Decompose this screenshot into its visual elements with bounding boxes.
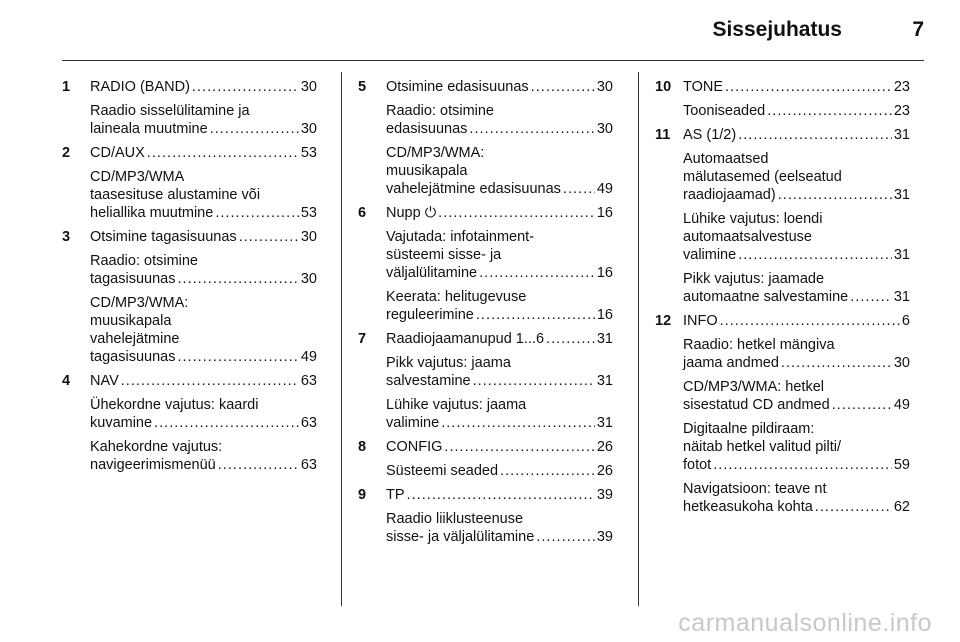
toc-leader-dots [815,498,892,516]
toc-entry-line: Raadio: otsimine [90,253,198,269]
toc-leader-dots [781,354,892,372]
toc-leader-dots [713,456,892,474]
toc-entry-label: RADIO (BAND) [90,79,190,95]
toc-subentry [655,480,910,516]
toc-subentry [655,270,910,306]
toc-entry [62,78,317,96]
toc-column-2 [358,78,613,552]
toc-entry-line: Raadio sisselülitamine ja [90,103,250,119]
toc-page-ref: 16 [596,265,613,281]
toc-page-ref: 31 [893,127,910,143]
toc-leader-dots [210,120,299,138]
toc-subentry [655,336,910,372]
toc-subentry [358,396,613,432]
toc-entry-line: Vajutada: infotainment- [386,229,535,245]
toc-page-ref: 31 [893,247,910,263]
toc-subentry [358,462,613,480]
toc-entry-line: CD/MP3/WMA: hetkel [683,379,824,395]
toc-leader-dots [218,456,299,474]
column-divider [638,72,639,606]
toc-page-ref: 23 [893,103,910,119]
toc-entry-label: sisse- ja väljalülitamine [386,529,535,545]
toc-entry-label: Tooniseaded [683,103,766,119]
toc-entry-label: reguleerimine [386,307,474,323]
toc-page-ref: 63 [300,415,317,431]
toc-entry-label: AS (1/2) [683,127,737,143]
toc-leader-dots [444,438,594,456]
toc-entry [62,144,317,162]
toc-page-ref: 26 [596,463,613,479]
toc-page-ref: 63 [300,373,317,389]
toc-entry-line: Automaatsed [683,151,769,167]
toc-entry-number: 1 [62,79,71,95]
toc-subentry [62,396,317,432]
toc-page-ref: 39 [596,529,613,545]
toc-page-ref: 26 [596,439,613,455]
toc-entry-label: Otsimine edasisuunas [386,79,529,95]
toc-column-1 [62,78,317,480]
toc-entry-line: süsteemi sisse- ja [386,247,502,263]
toc-entry-label: Raadiojaamanupud 1...6 [386,331,545,347]
toc-entry [358,438,613,456]
toc-entry-label: hetkeasukoha kohta [683,499,813,515]
toc-leader-dots [479,264,595,282]
toc-entry [358,330,613,348]
toc-entry-label: TONE [683,79,724,95]
toc-entry-label: tagasisuunas [90,271,176,287]
toc-page-ref: 53 [300,205,317,221]
toc-subentry [62,168,317,222]
toc-entry-number: 8 [358,439,367,455]
toc-page-ref: 30 [893,355,910,371]
toc-entry [62,228,317,246]
toc-subentry [62,252,317,288]
toc-entry [655,126,910,144]
toc-entry-line: taasesituse alustamine või [90,187,261,203]
toc-subentry [655,150,910,204]
toc-entry-line: Lühike vajutus: jaama [386,397,527,413]
toc-entry [655,312,910,330]
toc-leader-dots [215,204,299,222]
page-title: Sissejuhatus [712,18,842,41]
toc-entry-label: jaama andmed [683,355,779,371]
toc-subentry [358,102,613,138]
toc-entry-line: Pikk vajutus: jaama [386,355,511,371]
toc-leader-dots [441,414,595,432]
toc-page-ref: 30 [300,271,317,287]
toc-entry-label: NAV [90,373,119,389]
toc-leader-dots [531,78,595,96]
toc-leader-dots [177,348,298,366]
toc-subentry [62,294,317,366]
watermark: carmanualsonline.info [678,609,932,637]
toc-leader-dots [147,144,299,162]
toc-page-ref: 30 [300,229,317,245]
toc-entry-label: salvestamine [386,373,471,389]
toc-subentry [655,102,910,120]
toc-page-ref: 30 [300,121,317,137]
toc-leader-dots [850,288,892,306]
toc-entry-label: CD/AUX [90,145,145,161]
toc-leader-dots [154,414,299,432]
toc-entry-line: mälutasemed (eelseatud [683,169,842,185]
toc-entry-line: näitab hetkel valitud pilti/ [683,439,841,455]
toc-page-ref: 16 [596,307,613,323]
toc-leader-dots [500,462,595,480]
toc-page-ref: 30 [596,121,613,137]
toc-leader-dots [832,396,892,414]
toc-entry-number: 5 [358,79,367,95]
toc-entry-number: 2 [62,145,71,161]
toc-entry-number: 9 [358,487,367,503]
toc-entry-label: tagasisuunas [90,349,176,365]
toc-entry-line: vahelejätmine [90,331,180,347]
toc-subentry [358,288,613,324]
toc-page-ref: 30 [300,79,317,95]
toc-entry [62,372,317,390]
toc-entry-number: 12 [655,313,672,329]
toc-entry-label: Süsteemi seaded [386,463,499,479]
toc-entry-line: Raadio: hetkel mängiva [683,337,835,353]
toc-page-ref: 31 [596,415,613,431]
toc-leader-dots [778,186,892,204]
toc-page-ref: 39 [596,487,613,503]
toc-leader-dots [563,180,595,198]
toc-leader-dots [469,120,594,138]
toc-subentry [62,102,317,138]
toc-subentry [655,378,910,414]
toc-leader-dots [473,372,595,390]
toc-entry-label: automaatne salvestamine [683,289,849,305]
toc-page-ref: 6 [901,313,910,329]
toc-subentry [62,438,317,474]
toc-entry-label: Otsimine tagasisuunas [90,229,237,245]
toc-leader-dots [121,372,299,390]
toc-entry-number: 10 [655,79,672,95]
toc-leader-dots [239,228,299,246]
page-number: 7 [912,18,924,41]
toc-subentry [655,420,910,474]
toc-page-ref: 49 [300,349,317,365]
toc-entry-label: valimine [683,247,737,263]
toc-entry-line: Raadio: otsimine [386,103,494,119]
toc-entry-label: valimine [386,415,440,431]
toc-entry-line: CD/MP3/WMA: [386,145,485,161]
toc-subentry [655,210,910,264]
toc-entry-label: INFO [683,313,718,329]
toc-subentry [358,354,613,390]
header-divider [62,60,924,61]
toc-entry-line: Kahekordne vajutus: [90,439,223,455]
toc-leader-dots [546,330,595,348]
toc-leader-dots [476,306,595,324]
toc-page-ref: 53 [300,145,317,161]
toc-entry [358,204,613,222]
page-header [0,0,960,62]
toc-leader-dots [720,312,900,330]
toc-entry-line: Ühekordne vajutus: kaardi [90,397,259,413]
toc-leader-dots [407,486,595,504]
toc-entry-line: Digitaalne pildiraam: [683,421,815,437]
toc-entry-label: TP [386,487,405,503]
toc-page-ref: 31 [596,331,613,347]
toc-entry-label: väljalülitamine [386,265,478,281]
toc-entry-number: 4 [62,373,71,389]
toc-entry-label: navigeerimismenüü [90,457,216,473]
toc-entry-number: 7 [358,331,367,347]
toc-entry-line: muusikapala [386,163,468,179]
toc-entry-line: CD/MP3/WMA: [90,295,189,311]
toc-entry-number: 6 [358,205,367,221]
toc-subentry [358,144,613,198]
toc-page-ref: 62 [893,499,910,515]
toc-leader-dots [767,102,892,120]
toc-entry-label: vahelejätmine edasisuunas [386,181,561,197]
toc-entry-number: 11 [655,127,671,143]
toc-page-ref: 49 [596,181,613,197]
toc-page-ref: 16 [596,205,613,221]
toc-page-ref: 30 [596,79,613,95]
toc-entry-label: raadiojaamad) [683,187,776,203]
toc-page-ref: 59 [893,457,910,473]
toc-entry-line: CD/MP3/WMA [90,169,185,185]
column-divider [341,72,342,606]
toc-entry [358,486,613,504]
toc-entry-line: Pikk vajutus: jaamade [683,271,825,287]
toc-column-3 [655,78,910,522]
toc-entry-label: edasisuunas [386,121,468,137]
toc-leader-dots [738,126,892,144]
toc-page-ref: 31 [596,373,613,389]
toc-entry-label: kuvamine [90,415,153,431]
toc-subentry [358,228,613,282]
toc-leader-dots [725,78,892,96]
toc-entry-line: Navigatsioon: teave nt [683,481,827,497]
toc-entry-line: Lühike vajutus: loendi [683,211,823,227]
toc-entry-line: Keerata: helitugevuse [386,289,527,305]
toc-entry-number: 3 [62,229,71,245]
toc-entry-label: sisestatud CD andmed [683,397,830,413]
toc-entry-label: laineala muutmine [90,121,208,137]
toc-entry-line: Raadio liiklusteenuse [386,511,524,527]
toc-leader-dots [536,528,595,546]
toc-leader-dots [738,246,892,264]
toc-entry-label: heliallika muutmine [90,205,214,221]
toc-page-ref: 23 [893,79,910,95]
toc-entry-label: fotot [683,457,712,473]
toc-entry-label: CONFIG [386,439,443,455]
toc-entry [358,78,613,96]
toc-leader-dots [177,270,298,288]
toc-subentry [358,510,613,546]
toc-page-ref: 49 [893,397,910,413]
toc-entry-line: muusikapala [90,313,172,329]
toc-entry-line: automaatsalvestuse [683,229,812,245]
toc-entry-label: Nupp ⏻ [386,205,437,221]
toc-leader-dots [192,78,299,96]
toc-page-ref: 31 [893,187,910,203]
toc-page-ref: 31 [893,289,910,305]
toc-page-ref: 63 [300,457,317,473]
toc-entry [655,78,910,96]
toc-leader-dots [438,204,595,222]
